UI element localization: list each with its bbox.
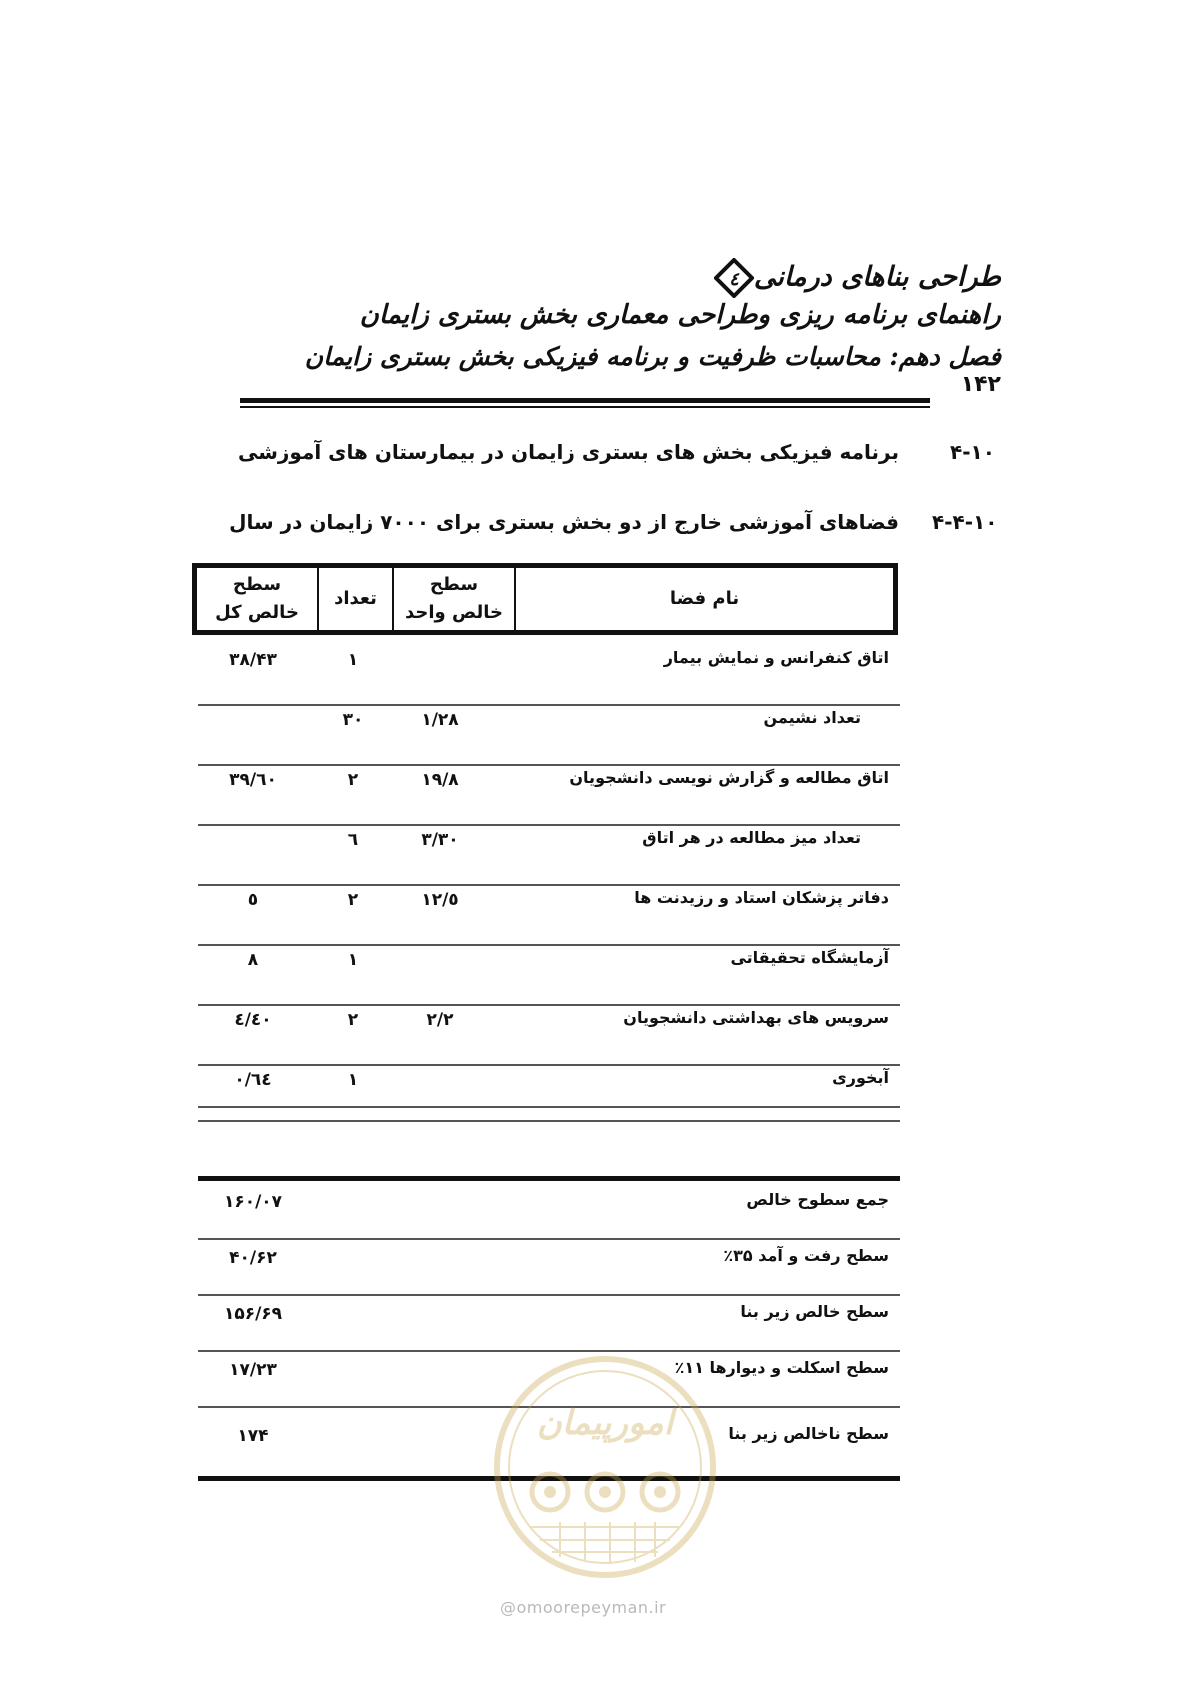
table-header bbox=[192, 563, 898, 635]
table-row-total: ٤/٤۰ bbox=[234, 1010, 272, 1030]
summary-value: ۱۷۴ bbox=[237, 1426, 269, 1446]
table-row-name: دفاتر پزشکان استاد و رزیدنت ها bbox=[634, 888, 889, 907]
table-row-total: ۰/٦٤ bbox=[234, 1070, 272, 1090]
header-book-subtitle: راهنمای برنامه ریزی وطراحی معماری بخش بستری زایمان bbox=[359, 300, 1001, 330]
row-divider bbox=[198, 824, 900, 826]
table-row-name: تعداد نشیمن bbox=[763, 708, 861, 727]
summary-value: ۱۵۶/۶۹ bbox=[223, 1304, 283, 1324]
summary-value: ۱۷/۲۳ bbox=[229, 1360, 277, 1380]
row-divider bbox=[198, 1106, 900, 1108]
table-row-name: آبخوری bbox=[832, 1068, 889, 1087]
summary-top-rule bbox=[198, 1176, 900, 1181]
volume-badge-number: ٤ bbox=[729, 269, 739, 290]
table-row-total: ۳۹/٦۰ bbox=[229, 770, 277, 790]
summary-label: سطح اسکلت و دیوارها ۱۱٪ bbox=[674, 1358, 889, 1377]
page-number: ۱۴۲ bbox=[960, 372, 1001, 397]
summary-value: ۴۰/۶۲ bbox=[229, 1248, 277, 1268]
row-divider bbox=[198, 704, 900, 706]
volume-badge bbox=[714, 258, 754, 298]
table-row-unit: ۱/۲۸ bbox=[421, 710, 459, 730]
watermark-logo-text: امورپیمان bbox=[536, 1403, 674, 1443]
table-row-name: اتاق کنفرانس و نمایش بیمار bbox=[663, 648, 889, 667]
table-row-count: ۳۰ bbox=[342, 710, 364, 730]
table-row-count: ۱ bbox=[347, 1070, 359, 1090]
table-row-count: ۲ bbox=[347, 770, 359, 790]
subsection-title: فضاهای آموزشی خارج از دو بخش بستری برای ۷۰۰۰ زایمان در سال bbox=[229, 510, 899, 534]
table-row-name: تعداد میز مطالعه در هر اتاق bbox=[642, 828, 861, 847]
row-divider bbox=[198, 944, 900, 946]
row-divider bbox=[198, 1064, 900, 1066]
watermark-url: @omoorepeyman.ir bbox=[500, 1598, 667, 1617]
table-row-unit: ۲/۲ bbox=[426, 1010, 454, 1030]
section-title: برنامه فیزیکی بخش های بستری زایمان در بیمارستان های آموزشی bbox=[238, 440, 899, 464]
row-divider bbox=[198, 884, 900, 886]
row-divider bbox=[198, 1120, 900, 1122]
header-total-area: سطح خالص کل bbox=[197, 568, 319, 630]
header-rule-thin bbox=[240, 406, 930, 408]
summary-label: سطح خالص زیر بنا bbox=[740, 1302, 889, 1321]
table-row-total: ۳۸/۴۳ bbox=[229, 650, 277, 670]
summary-label: جمع سطوح خالص bbox=[746, 1190, 889, 1209]
table-row-name: اتاق مطالعه و گزارش نویسی دانشجویان bbox=[569, 768, 889, 787]
table-row-count: ۱ bbox=[347, 650, 359, 670]
table-row-count: ۲ bbox=[347, 1010, 359, 1030]
header-chapter-title: فصل دهم: محاسبات ظرفیت و برنامه فیزیکی بخش بستری زایمان bbox=[304, 342, 1001, 371]
header-title-text: طراحی بناهای درمانی bbox=[753, 261, 1001, 293]
summary-label: سطح ناخالص زیر بنا bbox=[728, 1424, 889, 1443]
row-divider bbox=[198, 1238, 900, 1240]
summary-label: سطح رفت و آمد ۳۵٪ bbox=[723, 1246, 889, 1265]
header-rule-thick bbox=[240, 398, 930, 403]
table-row-unit: ۳/۳۰ bbox=[421, 830, 459, 850]
row-divider bbox=[198, 1004, 900, 1006]
watermark-logo-icon bbox=[490, 1352, 720, 1582]
summary-value: ۱۶۰/۰۷ bbox=[223, 1192, 283, 1212]
table-row-count: ٦ bbox=[347, 830, 359, 850]
table-row-count: ۱ bbox=[347, 950, 359, 970]
table-row-unit: ۱۹/۸ bbox=[421, 770, 459, 790]
table-row-unit: ۱۲/٥ bbox=[421, 890, 459, 910]
table-row-name: آزمایشگاه تحقیقاتی bbox=[730, 948, 889, 967]
table-row-total: ٥ bbox=[247, 890, 259, 910]
header-unit-area: سطح خالص واحد bbox=[394, 568, 516, 630]
header-count: تعداد bbox=[319, 568, 394, 630]
section-number: ۴-۱۰ bbox=[950, 440, 995, 464]
diamond-badge-icon bbox=[714, 258, 754, 298]
subsection-number: ۴-۴-۱۰ bbox=[932, 510, 998, 534]
table-row-total: ۸ bbox=[247, 950, 259, 970]
table-row-name: سرویس های بهداشتی دانشجویان bbox=[623, 1008, 889, 1027]
header-book-title bbox=[708, 258, 1001, 298]
table-row-count: ۲ bbox=[347, 890, 359, 910]
row-divider bbox=[198, 764, 900, 766]
row-divider bbox=[198, 1294, 900, 1296]
header-space-name: نام فضا bbox=[669, 588, 740, 609]
